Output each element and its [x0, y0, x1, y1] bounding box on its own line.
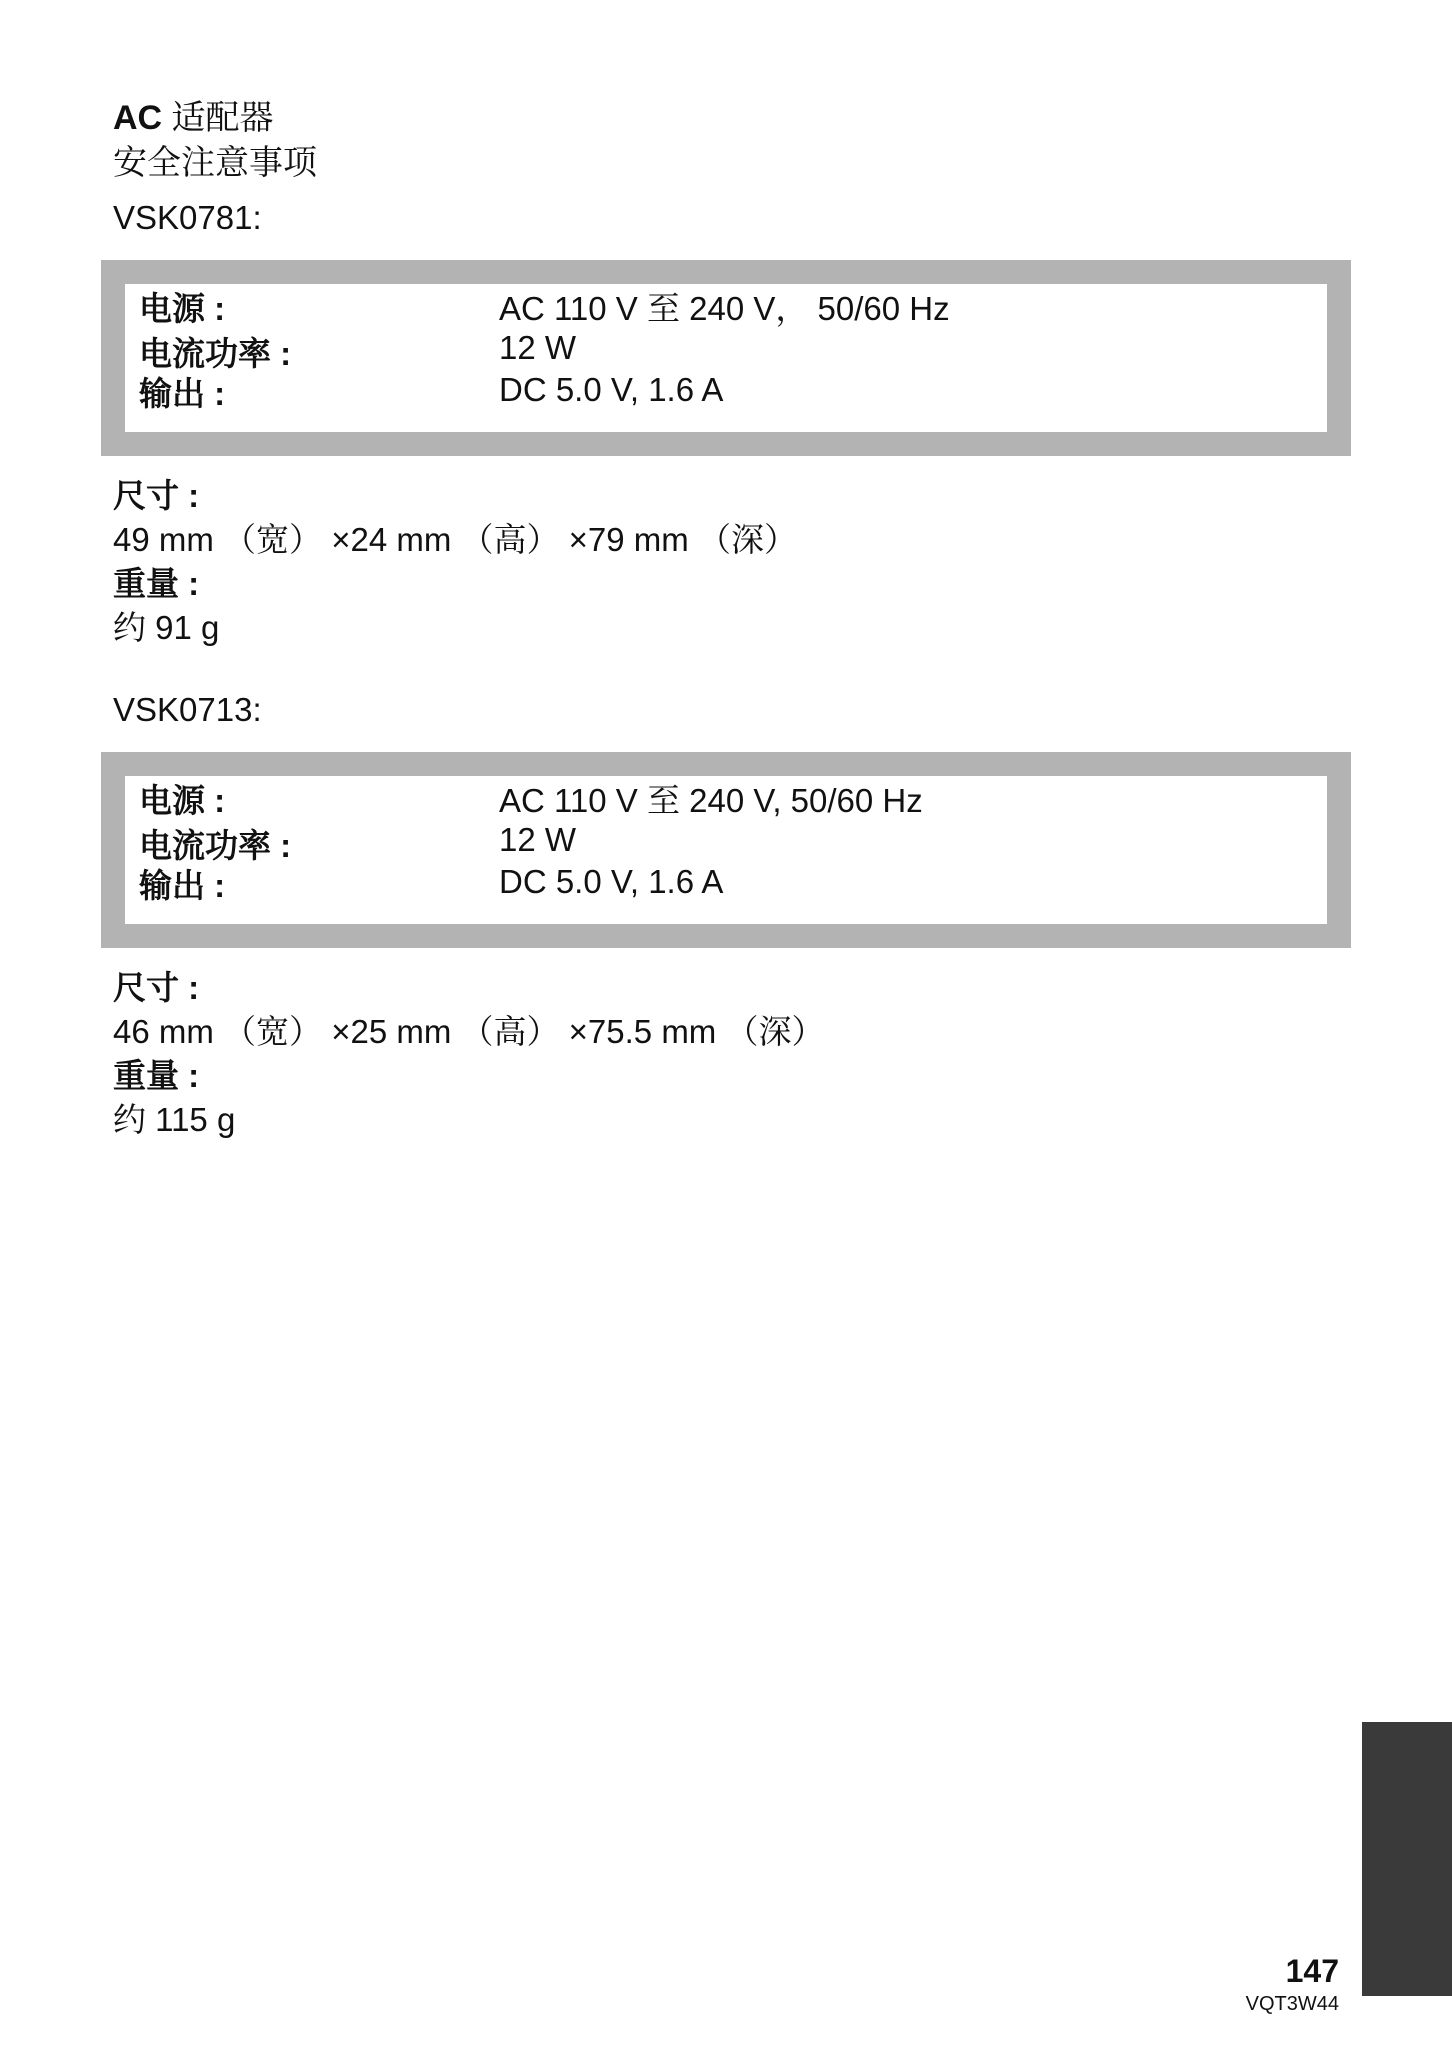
spec-value: 12 W — [499, 821, 577, 858]
spec-box-1 — [101, 260, 1351, 456]
page-title — [113, 96, 274, 140]
spec-label: 电流功率 : — [139, 335, 292, 372]
page-title-prefix: AC — [113, 99, 163, 137]
spec-value: AC 110 V 至 240 V， 50/60 Hz — [499, 290, 950, 327]
spec-label: 输出 : — [139, 867, 226, 904]
model-heading-1: VSK0781: — [113, 199, 262, 236]
weight-value-1: 约 91 g — [113, 609, 220, 646]
side-tab-marker — [1362, 1722, 1452, 1996]
page-subtitle: 安全注意事项 — [113, 143, 317, 183]
size-value-1: 49 mm （宽） ×24 mm （高） ×79 mm （深） — [113, 521, 797, 558]
spec-box-2 — [101, 752, 1351, 948]
spec-label: 电源 : — [139, 782, 226, 819]
weight-label-2: 重量 : — [113, 1057, 200, 1094]
spec-label: 电源 : — [139, 290, 226, 327]
spec-label: 电流功率 : — [139, 827, 292, 864]
spec-value: 12 W — [499, 329, 577, 366]
spec-row-consumption-1 — [139, 328, 1313, 372]
weight-value-2: 约 115 g — [113, 1101, 236, 1138]
model-heading-2: VSK0713: — [113, 691, 262, 728]
spec-row-output-1 — [139, 370, 1313, 410]
spec-box-inner-2 — [125, 776, 1327, 924]
spec-row-power-1 — [139, 289, 1313, 329]
page-title-suffix: 适配器 — [162, 99, 274, 137]
spec-row-power-2 — [139, 781, 1313, 821]
weight-label-1: 重量 : — [113, 565, 200, 602]
size-value-2: 46 mm （宽） ×25 mm （高） ×75.5 mm （深） — [113, 1013, 825, 1050]
page-number: 147 — [1285, 1953, 1339, 1989]
spec-box-inner-1 — [125, 284, 1327, 432]
spec-row-output-2 — [139, 862, 1313, 902]
document-code: VQT3W44 — [1245, 1993, 1339, 2015]
spec-value: DC 5.0 V, 1.6 A — [499, 371, 724, 408]
spec-value: AC 110 V 至 240 V, 50/60 Hz — [499, 782, 923, 819]
spec-row-consumption-2 — [139, 820, 1313, 864]
spec-value: DC 5.0 V, 1.6 A — [499, 863, 724, 900]
spec-label: 输出 : — [139, 375, 226, 412]
size-label-2: 尺寸 : — [113, 969, 200, 1006]
size-label-1: 尺寸 : — [113, 477, 200, 514]
